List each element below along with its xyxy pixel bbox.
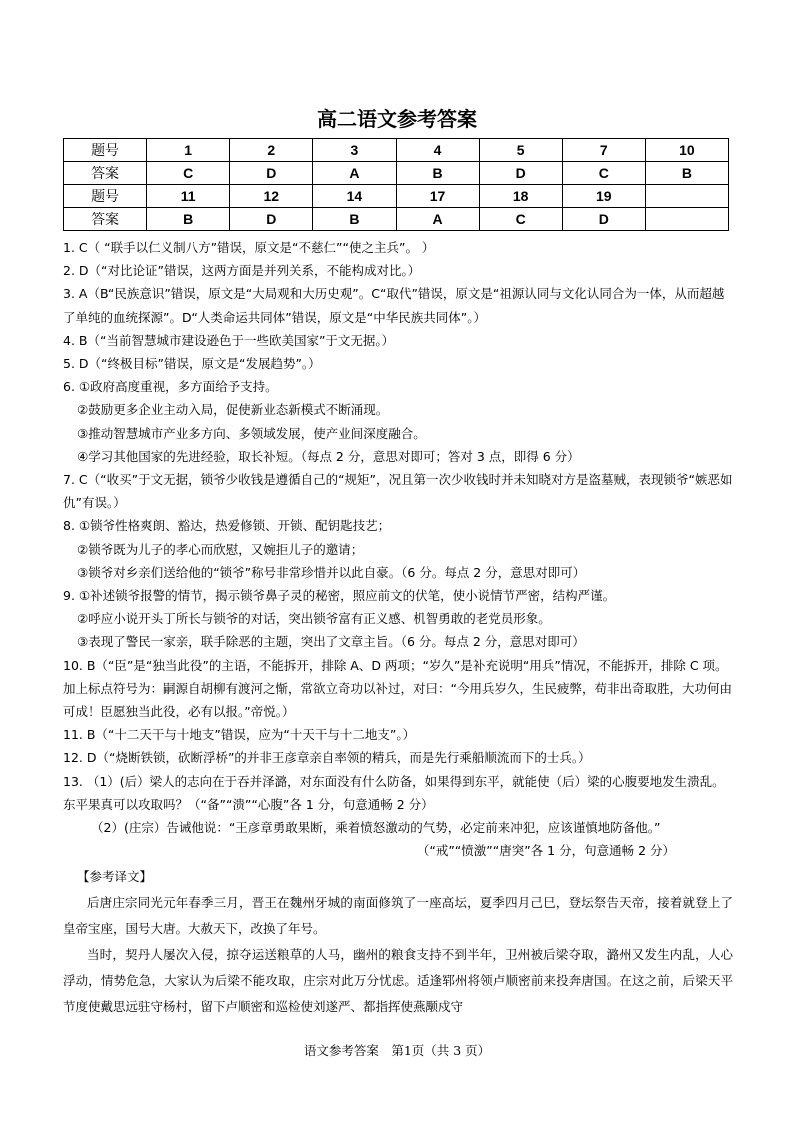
answer-list bbox=[63, 236, 733, 1020]
answer-9-point-1: 9. ①补述锁爷报警的情节，揭示锁爷鼻子灵的秘密，照应前文的伏笔，使小说情节严密，结构严谨。 bbox=[63, 588, 616, 604]
answer-4: 4. B（“当前智慧城市建设逊色于一些欧美国家”于文无据。） bbox=[63, 332, 395, 348]
answer-6-point-1: 6. ①政府高度重视，多方面给予支持。 bbox=[63, 379, 278, 395]
answer-9-point-3: ③表现了警民一家亲，联手除恶的主题，突出了文章主旨。（6 分。每点 2 分，意思对即可） bbox=[77, 634, 585, 650]
table-cell: D bbox=[562, 208, 645, 231]
table-cell: 2 bbox=[230, 139, 313, 162]
answer-6-point-3: ③推动智慧城市产业多方向、多领域发展，使产业间深度融合。 bbox=[77, 425, 426, 441]
table-row bbox=[64, 208, 729, 231]
answer-9-point-2: ②呼应小说开头丁所长与锁爷的对话，突出锁爷富有正义感、机智勇敢的老党员形象。 bbox=[77, 611, 551, 627]
table-cell: B bbox=[645, 162, 728, 185]
table-cell: C bbox=[562, 162, 645, 185]
answer-6-point-2: ②鼓励更多企业主动入局，促使新业态新模式不断涌现。 bbox=[77, 402, 389, 418]
table-cell: 答案 bbox=[64, 208, 147, 231]
table-cell: 题号 bbox=[64, 139, 147, 162]
table-cell: 14 bbox=[313, 185, 396, 208]
table-cell: 19 bbox=[562, 185, 645, 208]
table-cell: 4 bbox=[396, 139, 479, 162]
table-cell: 11 bbox=[147, 185, 230, 208]
table-row bbox=[64, 162, 729, 185]
table-cell: C bbox=[479, 208, 562, 231]
answer-11: 11. B（“十二天干与十地支”错误，应为“十天干与十二地支”。） bbox=[63, 727, 416, 743]
answer-13-scoring: （“戒”“愤激”“唐突”各 1 分，句意通畅 2 分） bbox=[416, 843, 675, 859]
translation-paragraph: 当时，契丹人屡次入侵，掠夺运送粮草的人马，幽州的粮食支持不到半年，卫州被后梁夺取，潞州又发生内乱，人心浮动，情势危急，大家认为后梁不能攻取，庄宗对此万分忧虑。适逢郓州将领卢顺密前来投奔唐国。在这之前，后梁天平节度使戴思远驻守杨村，留下卢顺密和巡检使刘遂严、都指挥使燕颙戍守 bbox=[63, 947, 733, 1015]
page-title: 高二语文参考答案 bbox=[317, 107, 477, 131]
table-cell: B bbox=[396, 162, 479, 185]
page-footer: 语文参考答案 第1页（共 3 页） bbox=[303, 1043, 491, 1058]
answer-3: 3. A（B“民族意识”错误，原文是“大局观和大历史观”。C“取代”错误，原文是“祖源认同与文化认同合为一体，从而超越了单纯的血统探源”。D“人类命运共同体”错误，原文是“中华民族共同体”。） bbox=[63, 286, 725, 325]
table-row bbox=[64, 139, 729, 162]
table-cell bbox=[645, 185, 728, 208]
answer-7: 7. C（“收买”于文无据，锁爷少收钱是遵循自己的“规矩”，况且第一次少收钱时并未知晓对方是盗墓贼，表现锁爷“嫉恶如仇”有误。） bbox=[63, 472, 733, 511]
table-cell: 3 bbox=[313, 139, 396, 162]
table-cell: 答案 bbox=[64, 162, 147, 185]
table-cell bbox=[645, 208, 728, 231]
answer-8-point-1: 8. ①锁爷性格爽朗、豁达，热爱修锁、开锁、配钥匙技艺； bbox=[63, 518, 391, 534]
table-cell: 17 bbox=[396, 185, 479, 208]
table-cell: 5 bbox=[479, 139, 562, 162]
table-cell: B bbox=[313, 208, 396, 231]
answer-8-point-3: ③锁爷对乡亲们送给他的“锁爷”称号非常珍惜并以此自豪。（6 分。每点 2 分，意思对即可） bbox=[77, 564, 586, 580]
reference-translation bbox=[63, 864, 733, 1020]
table-cell: C bbox=[147, 162, 230, 185]
answer-12: 12. D（“烧断铁锁，砍断浮桥”的并非王彦章亲自率领的精兵，而是先行乘船顺流而下的士兵。） bbox=[63, 750, 591, 766]
table-cell: 10 bbox=[645, 139, 728, 162]
table-cell: 7 bbox=[562, 139, 645, 162]
table-cell: 12 bbox=[230, 185, 313, 208]
answer-10: 10. B（“臣”是“独当此役”的主语，不能拆开，排除 A、D 两项；“岁久”是补充说明“用兵”情况，不能拆开，排除 C 项。加上标点符号为：嗣源自胡柳有渡河之惭，常欲立奇功以补过，对曰：“今用兵岁久，生民疲弊，苟非出奇取胜，大功何由可成！臣愿独当此役，必有以报。”帝悦。） bbox=[63, 657, 732, 720]
table-cell: B bbox=[147, 208, 230, 231]
table-cell: D bbox=[230, 208, 313, 231]
answer-5: 5. D（“终极目标”错误，原文是“发展趋势”。） bbox=[63, 356, 321, 372]
answer-table bbox=[63, 138, 729, 231]
table-cell: 题号 bbox=[64, 185, 147, 208]
translation-paragraph: 后唐庄宗同光元年春季三月，晋王在魏州牙城的南面修筑了一座高坛，夏季四月己巳，登坛祭告天帝，接着就登上了皇帝宝座，国号大唐。大赦天下，改换了年号。 bbox=[63, 895, 733, 937]
translation-heading: 【参考译文】 bbox=[77, 869, 153, 885]
answer-13-part-2: （2）(庄宗）告诫他说：“王彦章勇敢果断，乘着愤怒激动的气势，必定前来冲犯，应该谨慎地防备他。” bbox=[91, 820, 661, 836]
table-cell: 1 bbox=[147, 139, 230, 162]
table-cell: A bbox=[396, 208, 479, 231]
answer-2: 2. D（“对比论证”错误，这两方面是并列关系，不能构成对比。） bbox=[63, 263, 421, 279]
table-cell: D bbox=[230, 162, 313, 185]
table-cell: D bbox=[479, 162, 562, 185]
answer-8-point-2: ②锁爷既为儿子的孝心而欣慰，又婉拒儿子的邀请； bbox=[77, 541, 364, 557]
answer-6-point-4: ④学习其他国家的先进经验，取长补短。（每点 2 分，意思对即可；答对 3 点，即得 6 分） bbox=[77, 448, 580, 464]
table-cell: A bbox=[313, 162, 396, 185]
table-row bbox=[64, 185, 729, 208]
table-cell: 18 bbox=[479, 185, 562, 208]
answer-13-part-1: 13. （1）(后）梁人的志向在于吞并泽潞，对东面没有什么防备，如果得到东平，就能使（后）梁的心腹要地发生溃乱。东平果真可以攻取吗？（“备”“溃”“心腹”各 1 分，句意通畅 2 分） bbox=[63, 773, 725, 812]
answer-1: 1. C（ “联手以仁义制八方”错误，原文是“不慈仁”“使之主兵”。 ） bbox=[63, 240, 435, 255]
